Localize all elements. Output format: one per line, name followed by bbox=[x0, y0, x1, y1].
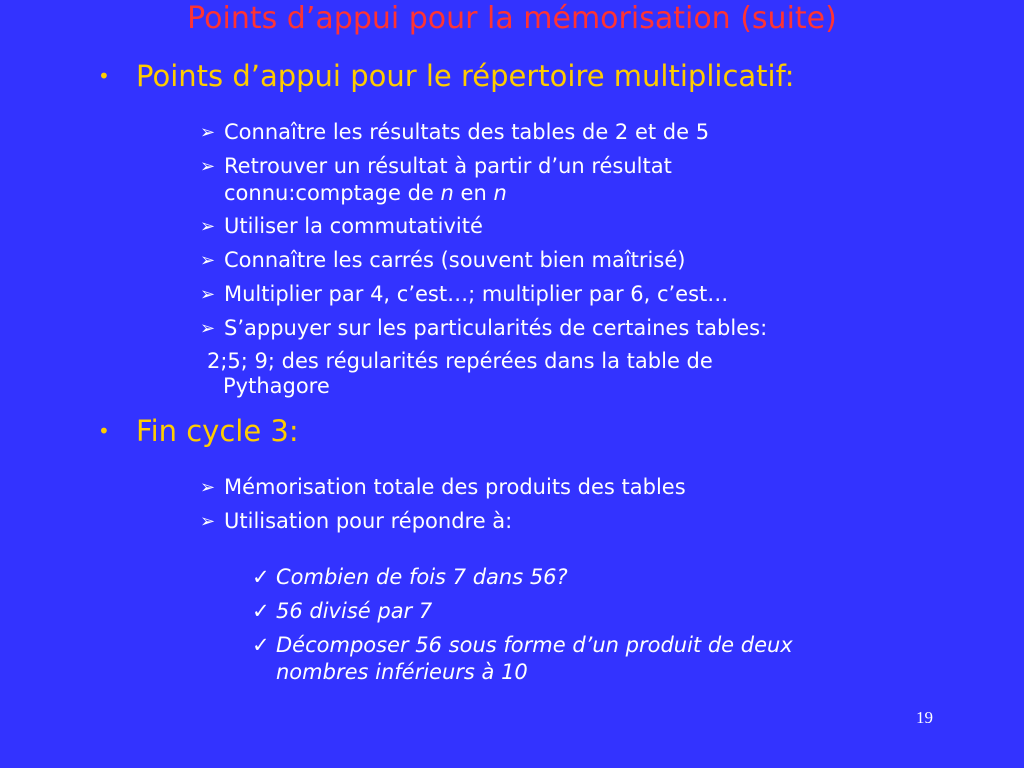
arrow-bullet-icon: ➢ bbox=[200, 122, 216, 143]
sub-list-item bbox=[252, 598, 932, 625]
variable-n: n bbox=[493, 181, 507, 205]
slide-title: Points d’appui pour la mémorisation (suite) bbox=[187, 1, 837, 36]
list-item-line1: Retrouver un résultat à partir d’un résultat bbox=[224, 154, 672, 178]
variable-n: n bbox=[440, 181, 454, 205]
list-item bbox=[200, 119, 920, 146]
list-continuation bbox=[207, 349, 907, 399]
section-heading-text: Fin cycle 3: bbox=[136, 414, 299, 448]
check-icon: ✓ bbox=[252, 565, 270, 589]
arrow-bullet-icon: ➢ bbox=[200, 477, 216, 498]
list-item-text: Utiliser la commutativité bbox=[224, 214, 483, 238]
list-item bbox=[200, 247, 920, 274]
list-item bbox=[200, 153, 920, 207]
sub-list-item-text bbox=[252, 632, 932, 686]
sub-list-item bbox=[252, 632, 932, 686]
list-item bbox=[200, 213, 920, 240]
list-item-text: S’appuyer sur les particularités de certaines tables: bbox=[224, 316, 768, 340]
round-bullet-icon: • bbox=[98, 64, 110, 88]
list-item-text bbox=[200, 153, 920, 207]
section-heading-text: Points d’appui pour le répertoire multiplicatif: bbox=[136, 59, 795, 93]
list-item-line2-mid: en bbox=[453, 181, 494, 205]
continuation-line1: 2;5; 9; des régularités repérées dans la table de bbox=[207, 349, 713, 373]
check-icon: ✓ bbox=[252, 633, 270, 657]
arrow-bullet-icon: ➢ bbox=[200, 156, 216, 177]
sub-list-item-line2: nombres inférieurs à 10 bbox=[276, 660, 528, 684]
check-icon: ✓ bbox=[252, 599, 270, 623]
page-number: 19 bbox=[916, 708, 933, 727]
list-item-text: Utilisation pour répondre à: bbox=[224, 509, 513, 533]
sub-list-item-text: Combien de fois 7 dans 56? bbox=[276, 565, 568, 589]
round-bullet-icon: • bbox=[98, 419, 110, 443]
continuation-line2: Pythagore bbox=[223, 374, 330, 398]
list-item-line2-prefix: connu:comptage de bbox=[224, 181, 441, 205]
list-item bbox=[200, 474, 920, 501]
list-item-text: Multiplier par 4, c’est…; multiplier par 6, c’est… bbox=[224, 282, 729, 306]
list-item-text: Connaître les carrés (souvent bien maîtrisé) bbox=[224, 248, 686, 272]
arrow-bullet-icon: ➢ bbox=[200, 216, 216, 237]
arrow-bullet-icon: ➢ bbox=[200, 511, 216, 532]
list-item bbox=[200, 508, 920, 535]
sub-list-item bbox=[252, 564, 932, 591]
arrow-bullet-icon: ➢ bbox=[200, 318, 216, 339]
arrow-bullet-icon: ➢ bbox=[200, 250, 216, 271]
list-item-text: Mémorisation totale des produits des tables bbox=[224, 475, 686, 499]
list-item bbox=[200, 281, 920, 308]
arrow-bullet-icon: ➢ bbox=[200, 284, 216, 305]
sub-list-item-text: 56 divisé par 7 bbox=[276, 599, 433, 623]
list-item-text: Connaître les résultats des tables de 2 et de 5 bbox=[224, 120, 710, 144]
list-item bbox=[200, 315, 920, 342]
sub-list-item-line1: Décomposer 56 sous forme d’un produit de deux bbox=[276, 633, 793, 657]
